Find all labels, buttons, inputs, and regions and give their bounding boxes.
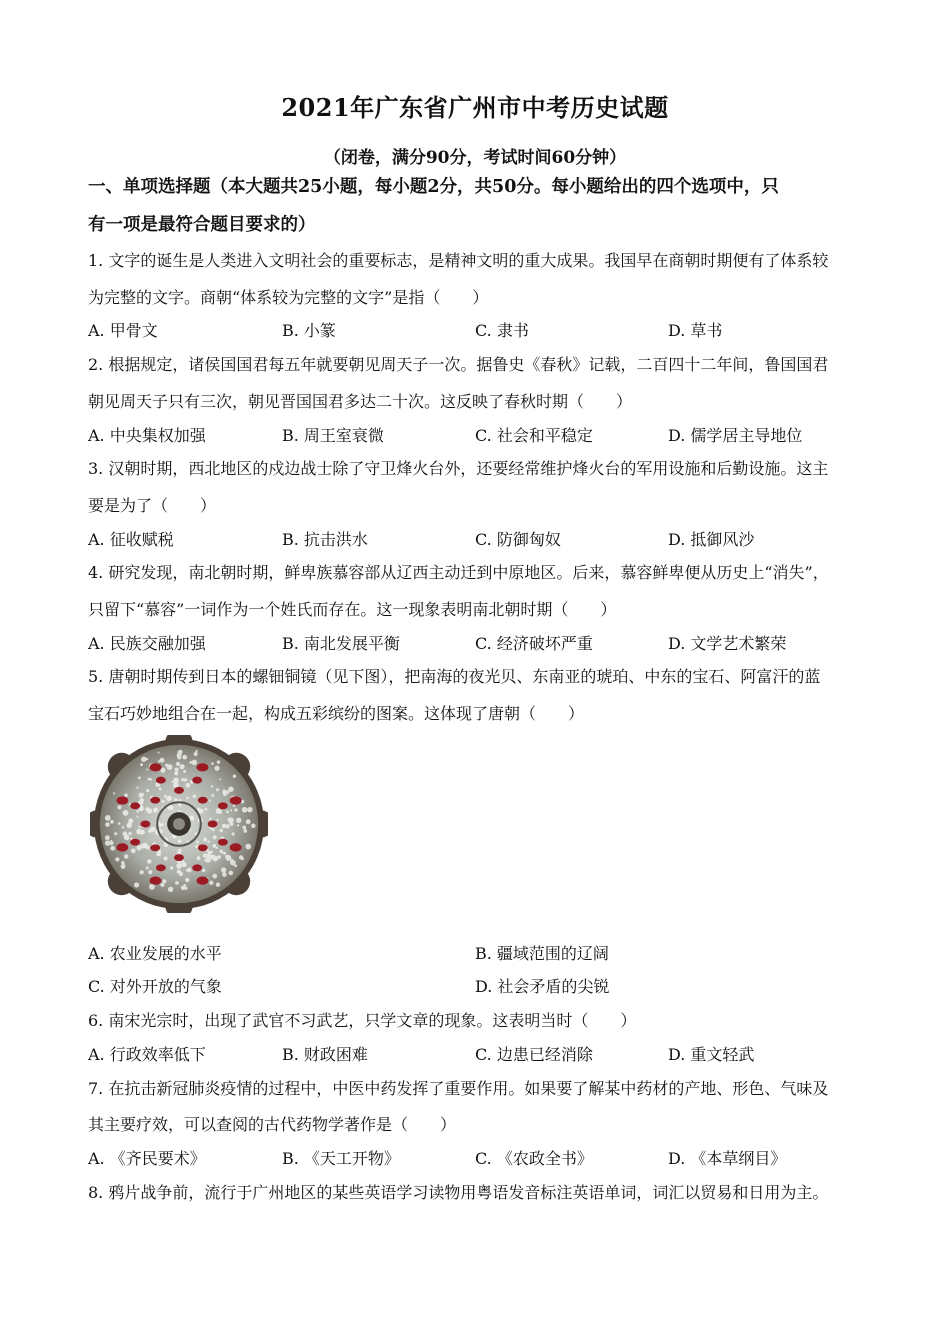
section-heading-line1: 一、单项选择题（本大题共25小题，每小题2分，共50分。每小题给出的四个选项中，只 <box>88 177 779 197</box>
q6-option-c[interactable]: C. 边患已经消除 <box>475 1045 593 1064</box>
question-3-text-cont: 要是为了（ ） <box>88 496 217 515</box>
q3-option-c[interactable]: C. 防御匈奴 <box>475 530 561 549</box>
question-2-text-cont: 朝见周天子只有三次，朝见晋国国君多达二十次。这反映了春秋时期（ ） <box>88 392 633 411</box>
question-7-text-cont: 其主要疗效，可以查阅的古代药物学著作是（ ） <box>88 1115 457 1134</box>
question-5-text: 5. 唐朝时期传到日本的螺钿铜镜（见下图），把南海的夜光贝、东南亚的琥珀、中东的宝石、阿富汗的蓝 <box>88 667 821 686</box>
q1-option-a[interactable]: A. 甲骨文 <box>88 321 158 340</box>
q2-option-d[interactable]: D. 儒学居主导地位 <box>668 426 803 445</box>
q6-option-d[interactable]: D. 重文轻武 <box>668 1045 755 1064</box>
q1-option-d[interactable]: D. 草书 <box>668 321 723 340</box>
q3-option-d[interactable]: D. 抵御风沙 <box>668 530 755 549</box>
q1-option-b[interactable]: B. 小篆 <box>282 321 336 340</box>
q4-option-d[interactable]: D. 文学艺术繁荣 <box>668 634 787 653</box>
question-5-text-cont: 宝石巧妙地组合在一起，构成五彩缤纷的图案。这体现了唐朝（ ） <box>88 704 585 723</box>
q7-option-b[interactable]: B. 《天工开物》 <box>282 1149 400 1168</box>
q2-option-a[interactable]: A. 中央集权加强 <box>88 426 206 445</box>
q3-option-a[interactable]: A. 征收赋税 <box>88 530 174 549</box>
q5-option-c[interactable]: C. 对外开放的气象 <box>88 977 222 996</box>
q2-option-c[interactable]: C. 社会和平稳定 <box>475 426 593 445</box>
q2-option-b[interactable]: B. 周王室衰微 <box>282 426 384 445</box>
question-1-text-cont: 为完整的文字。商朝“体系较为完整的文字”是指（ ） <box>88 288 489 307</box>
question-3-text: 3. 汉朝时期，西北地区的戍边战士除了守卫烽火台外，还要经常维护烽火台的军用设施和后勤设施。这主 <box>88 459 829 478</box>
question-2-text: 2. 根据规定，诸侯国国君每五年就要朝见周天子一次。据鲁史《春秋》记载，二百四十二年间，鲁国国君 <box>88 355 829 374</box>
q5-option-d[interactable]: D. 社会矛盾的尖锐 <box>475 977 610 996</box>
page-title: 2021年广东省广州市中考历史试题 <box>281 93 669 122</box>
q3-option-b[interactable]: B. 抗击洪水 <box>282 530 368 549</box>
question-6-text: 6. 南宋光宗时，出现了武官不习武艺，只学文章的现象。这表明当时（ ） <box>88 1011 637 1030</box>
section-heading-line2: 有一项是最符合题目要求的） <box>88 215 316 235</box>
q7-option-c[interactable]: C. 《农政全书》 <box>475 1149 593 1168</box>
q6-option-b[interactable]: B. 财政困难 <box>282 1045 368 1064</box>
question-8-text: 8. 鸦片战争前，流行于广州地区的某些英语学习读物用粤语发音标注英语单词，词汇以贸易和日用为主。 <box>88 1183 829 1202</box>
question-4-text-cont: 只留下“慕容”一词作为一个姓氏而存在。这一现象表明南北朝时期（ ） <box>88 600 617 619</box>
q6-option-a[interactable]: A. 行政效率低下 <box>88 1045 206 1064</box>
q4-option-b[interactable]: B. 南北发展平衡 <box>282 634 400 653</box>
q5-option-a[interactable]: A. 农业发展的水平 <box>88 944 222 963</box>
question-4-text: 4. 研究发现，南北朝时期，鲜卑族慕容部从辽西主动迁到中原地区。后来，慕容鲜卑便从历史上“消失”， <box>88 563 829 582</box>
q1-option-c[interactable]: C. 隶书 <box>475 321 529 340</box>
q7-option-d[interactable]: D. 《本草纲目》 <box>668 1149 787 1168</box>
question-1-text: 1. 文字的诞生是人类进入文明社会的重要标志，是精神文明的重大成果。我国早在商朝时期便有了体系较 <box>88 251 829 270</box>
q4-option-a[interactable]: A. 民族交融加强 <box>88 634 206 653</box>
q4-option-c[interactable]: C. 经济破坏严重 <box>475 634 593 653</box>
tang-mother-of-pearl-mirror-image <box>90 735 268 913</box>
q5-option-b[interactable]: B. 疆域范围的辽阔 <box>475 944 609 963</box>
q7-option-a[interactable]: A. 《齐民要术》 <box>88 1149 206 1168</box>
question-7-text: 7. 在抗击新冠肺炎疫情的过程中，中医中药发挥了重要作用。如果要了解某中药材的产地、形色、气味及 <box>88 1079 829 1098</box>
exam-info: （闭卷，满分90分，考试时间60分钟） <box>323 148 627 168</box>
